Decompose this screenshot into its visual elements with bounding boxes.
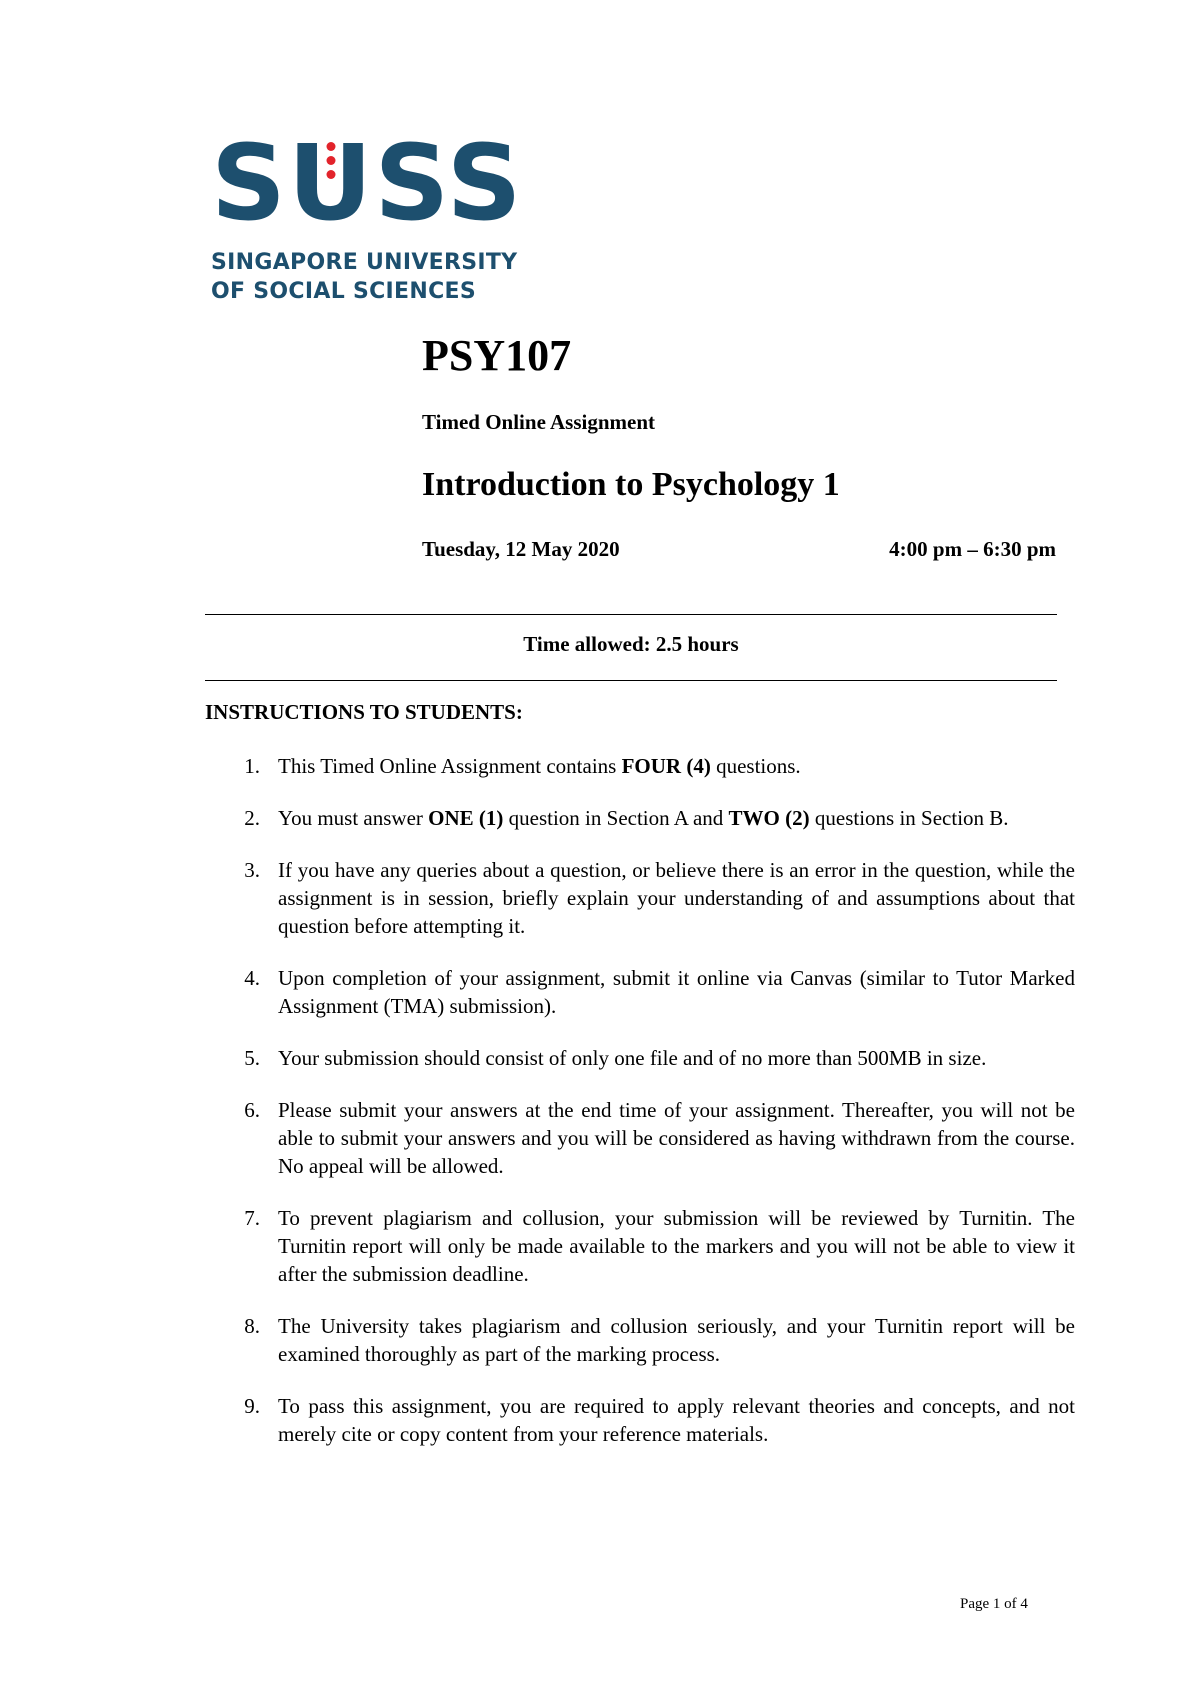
instruction-segment: questions in Section B. — [809, 806, 1009, 830]
page-number: Page 1 of 4 — [960, 1596, 1028, 1612]
instruction-number: 8. — [244, 1314, 260, 1338]
date-time-row — [422, 537, 1056, 562]
time-allowed: Time allowed: 2.5 hours — [523, 632, 739, 656]
suss-logo — [211, 122, 541, 306]
instructions-list — [230, 752, 1075, 1448]
instruction-item — [230, 1096, 1075, 1180]
instruction-item — [230, 1312, 1075, 1368]
instruction-segment: If you have any queries about a question, or believe there is an error in the question, while the assignment is in session, briefly explain your understanding of and assumptions about that question before attempting it. — [278, 858, 1075, 938]
assignment-type: Timed Online Assignment — [422, 410, 655, 434]
instruction-number: 6. — [244, 1098, 260, 1122]
instruction-segment: question in Section A and — [503, 806, 729, 830]
instruction-segment: To pass this assignment, you are required to apply relevant theories and concepts, and not merely cite or copy content from your reference materials. — [278, 1394, 1075, 1446]
instruction-text — [278, 752, 1075, 780]
instruction-item — [230, 752, 1075, 780]
divider-top — [205, 614, 1057, 615]
instruction-segment: questions. — [710, 754, 801, 778]
instruction-number: 9. — [244, 1394, 260, 1418]
logo-line-1: SINGAPORE UNIVERSITY — [211, 250, 518, 275]
instruction-number: 4. — [244, 966, 260, 990]
instruction-text — [278, 1204, 1075, 1288]
instruction-number: 7. — [244, 1206, 260, 1230]
instruction-item — [230, 1204, 1075, 1288]
instruction-segment: The University takes plagiarism and collusion seriously, and your Turnitin report will be examined thoroughly as part of the marking process. — [278, 1314, 1075, 1366]
instruction-number: 5. — [244, 1046, 260, 1070]
instruction-segment: You must answer — [278, 806, 429, 830]
exam-date: Tuesday, 12 May 2020 — [422, 537, 620, 561]
instruction-text — [278, 804, 1075, 832]
instruction-segment: Upon completion of your assignment, submit it online via Canvas (similar to Tutor Marked Assignment (TMA) submission). — [278, 966, 1075, 1018]
instruction-text — [278, 1044, 1075, 1072]
logo-subtitle — [211, 248, 541, 306]
exam-time: 4:00 pm – 6:30 pm — [889, 537, 1056, 561]
instruction-segment: To prevent plagiarism and collusion, your submission will be reviewed by Turnitin. The Turnitin report will only be made available to the markers and you will not be able to view it after the submission deadline. — [278, 1206, 1075, 1286]
instruction-number: 1. — [244, 754, 260, 778]
instruction-number: 3. — [244, 858, 260, 882]
instruction-emphasis: TWO (2) — [728, 806, 810, 830]
instruction-number: 2. — [244, 806, 260, 830]
logo-letter-s: S — [211, 122, 288, 244]
instruction-item — [230, 804, 1075, 832]
instruction-text — [278, 1392, 1075, 1448]
instruction-segment: This Timed Online Assignment contains — [278, 754, 622, 778]
logo-letters-ss: SS — [374, 122, 524, 244]
instruction-emphasis: ONE (1) — [428, 806, 504, 830]
instruction-item — [230, 1044, 1075, 1072]
instruction-text — [278, 964, 1075, 1020]
instructions-heading: INSTRUCTIONS TO STUDENTS: — [205, 700, 523, 724]
instruction-text — [278, 1096, 1075, 1180]
instruction-text — [278, 856, 1075, 940]
instruction-segment: Please submit your answers at the end time of your assignment. Thereafter, you will not be able to submit your answers and you will be considered as having withdrawn from the course. No appeal will be allowed. — [278, 1098, 1075, 1178]
instruction-segment: Your submission should consist of only one file and of no more than 500MB in size. — [278, 1046, 987, 1070]
instruction-emphasis: FOUR (4) — [621, 754, 711, 778]
logo-letter-u: U — [287, 122, 375, 244]
instruction-text — [278, 1312, 1075, 1368]
logo-wordmark — [211, 122, 541, 244]
instruction-item — [230, 1392, 1075, 1448]
instruction-item — [230, 856, 1075, 940]
logo-line-2: OF SOCIAL SCIENCES — [211, 279, 477, 304]
instruction-item — [230, 964, 1075, 1020]
divider-bottom — [205, 680, 1057, 681]
course-code: PSY107 — [422, 331, 572, 380]
course-title: Introduction to Psychology 1 — [422, 466, 840, 503]
